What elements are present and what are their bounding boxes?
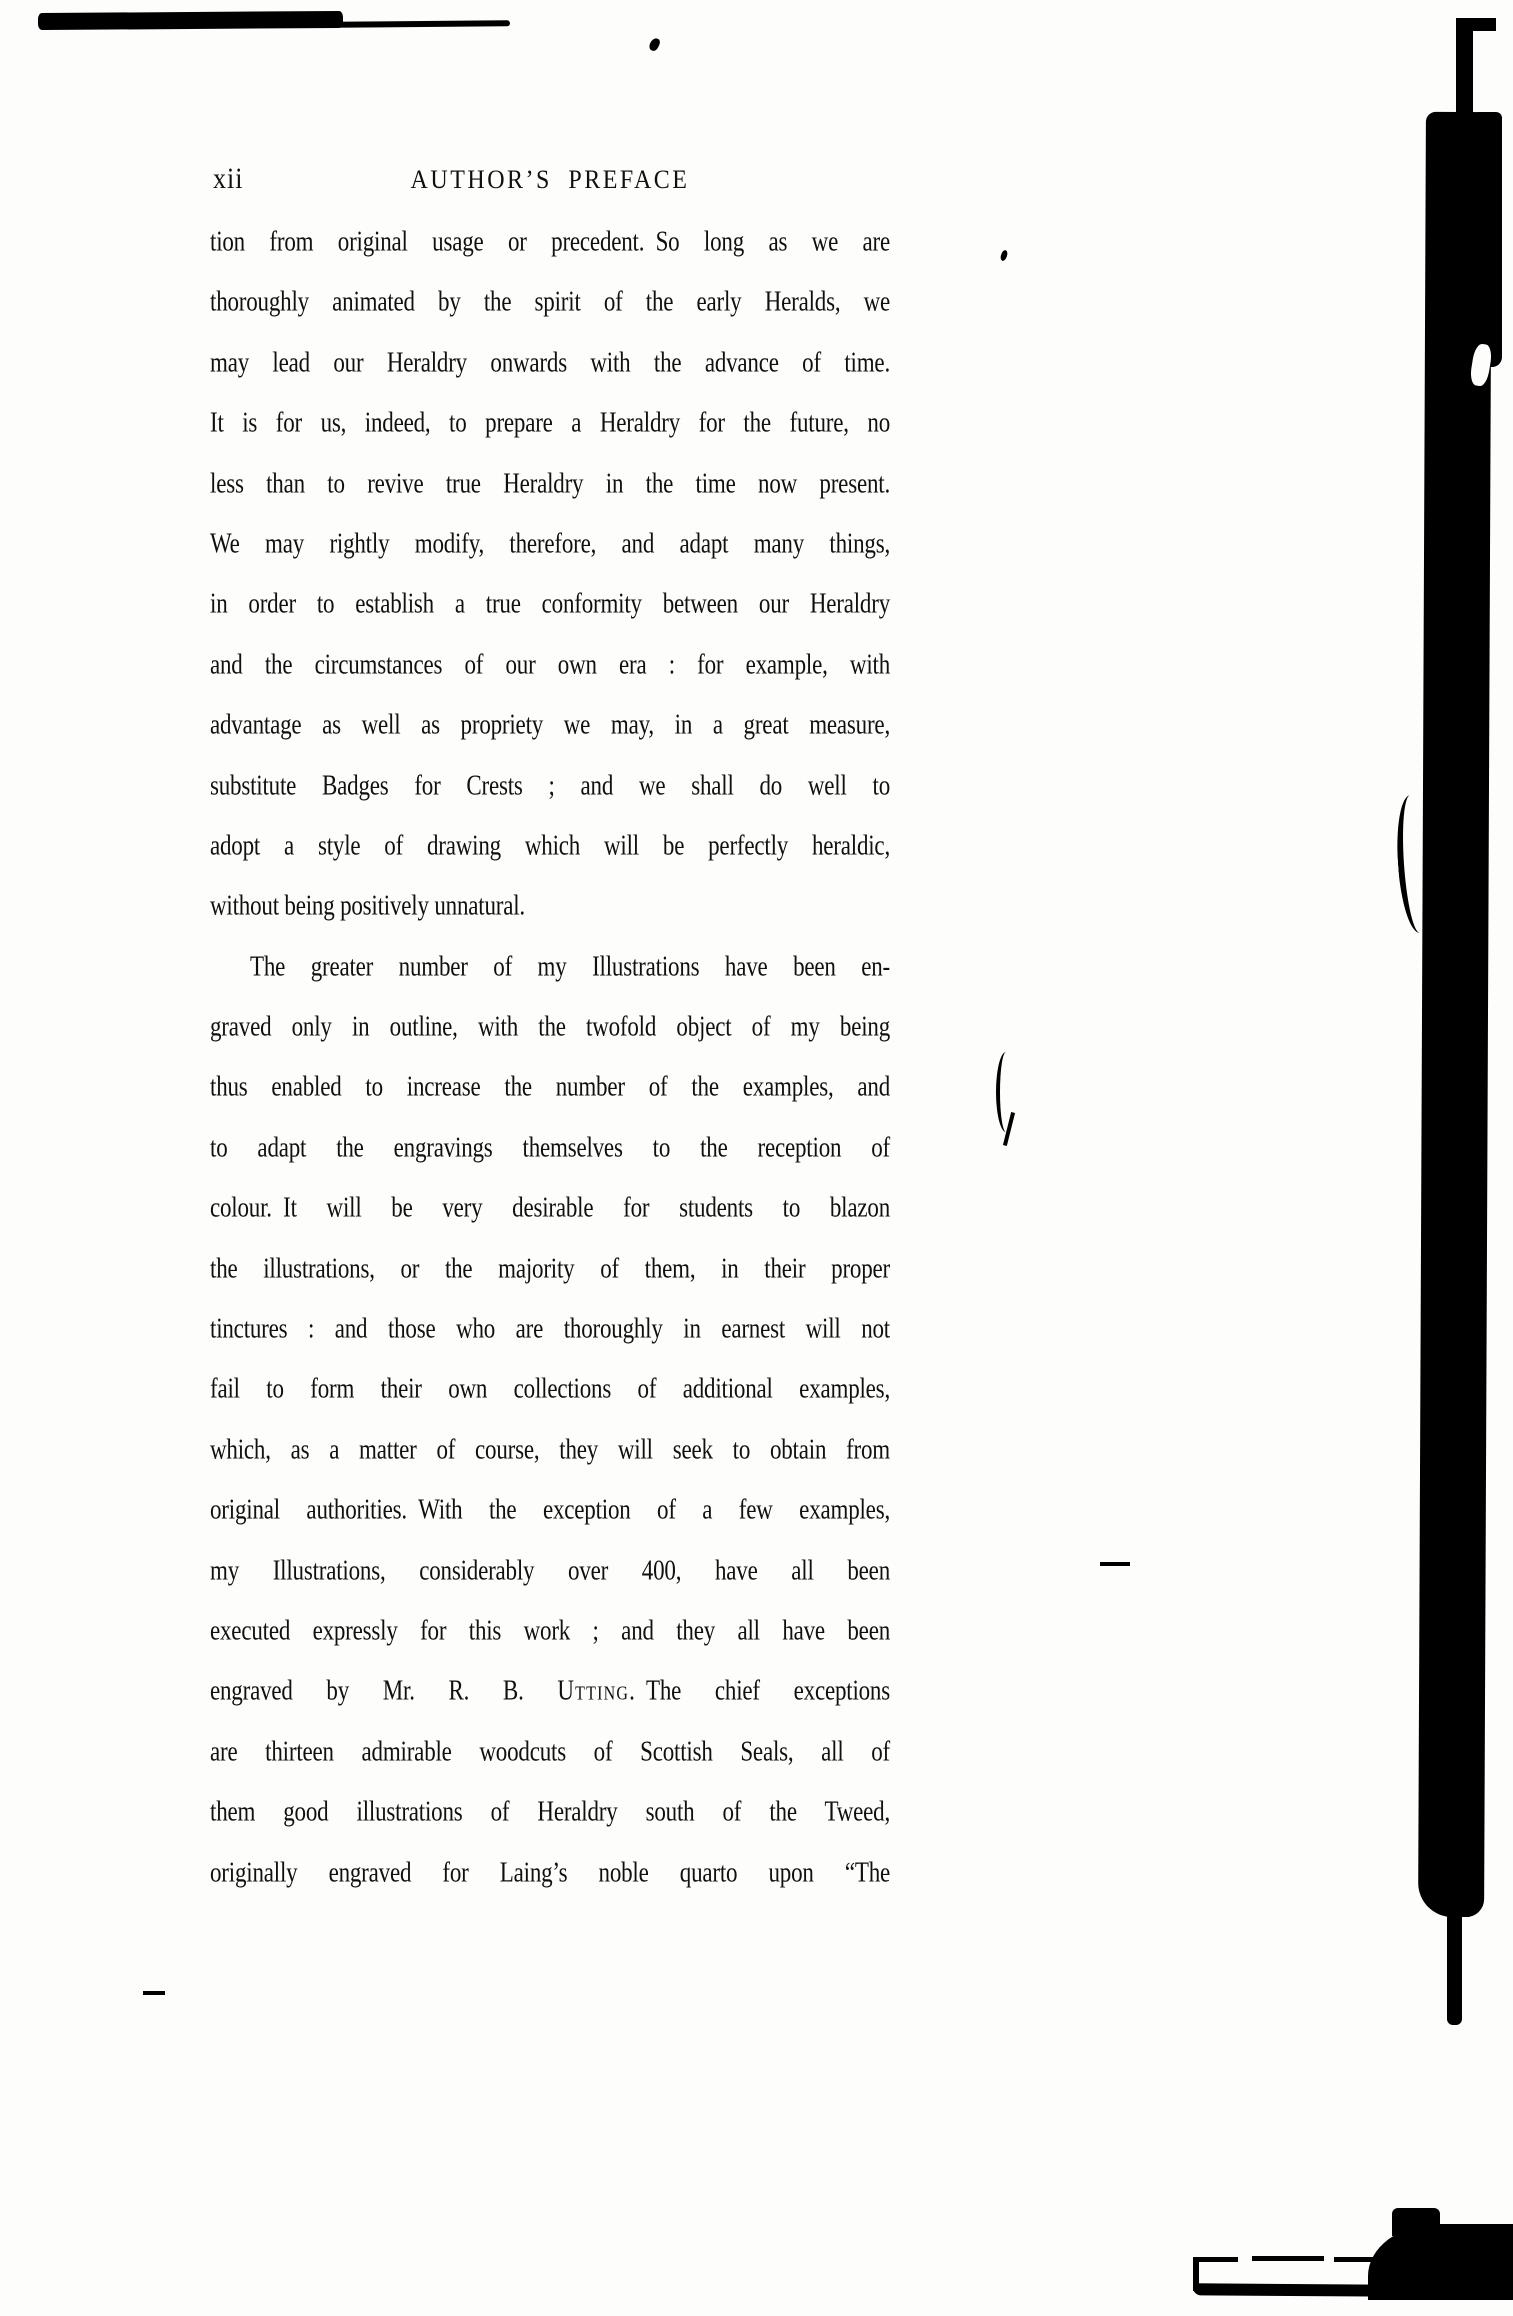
text-line: executed expressly for this work ; and they all have been (210, 1614, 890, 1646)
text-line: are thirteen admirable woodcuts of Scottish Seals, all of (210, 1735, 890, 1767)
text-line: and the circumstances of our own era : for example, with (210, 648, 890, 680)
text-line: less than to revive true Heraldry in the time now present. (210, 467, 890, 499)
text-line: my Illustrations, considerably over 400, have all been (210, 1554, 890, 1586)
text-line: It is for us, indeed, to prepare a Heraldry for the future, no (210, 407, 890, 439)
scan-speck-top (648, 37, 662, 53)
text-line: original authorities. With the exception of a few examples, (210, 1494, 890, 1526)
text-line: fail to form their own collections of additional examples, (210, 1373, 890, 1405)
scan-corner-wedge (1368, 2224, 1513, 2300)
text-line: tion from original usage or precedent. So long as we are (210, 225, 890, 257)
text-line: them good illustrations of Heraldry south of the Tweed, (210, 1795, 890, 1827)
text-line: tinctures : and those who are thoroughly in earnest will not (210, 1312, 890, 1344)
binding-shadow-bar-tail (1447, 1905, 1462, 2025)
binding-shadow-top-nub (1456, 18, 1496, 31)
text-line: We may rightly modify, therefore, and adapt many things, (210, 527, 890, 559)
text-line: without being positively unnatural. (210, 890, 525, 922)
page-number: xii (213, 162, 244, 195)
text-line: substitute Badges for Crests ; and we shall do well to (210, 769, 890, 801)
text-line: in order to establish a true conformity between our Heraldry (210, 588, 890, 620)
scan-corner-wedge-nub (1392, 2208, 1440, 2236)
scan-dash-right (1100, 1562, 1130, 1566)
scan-smudge-top-bar (38, 11, 343, 30)
text-line: adopt a style of drawing which will be perfectly heraldic, (210, 829, 890, 861)
text-line: originally engraved for Laing’s noble quarto upon “The (210, 1856, 890, 1888)
scan-speck-right-margin (999, 249, 1008, 261)
text-line: advantage as well as propriety we may, in a great measure, (210, 708, 890, 740)
scan-smudge-top-bar-tail (330, 20, 510, 28)
text-line: the illustrations, or the majority of them, in their proper (210, 1252, 890, 1284)
text-line: to adapt the engravings themselves to the reception of (210, 1131, 890, 1163)
text-line: The greater number of my Illustrations have been en- (250, 950, 890, 982)
text-line: graved only in outline, with the twofold object of my being (210, 1010, 890, 1042)
small-caps-engraver-name: Utting (557, 1675, 630, 1707)
scan-bottom-box-bottom-edge (1193, 2283, 1395, 2296)
text-block (210, 212, 890, 1903)
text-line: engraved by Mr. R. B. Utting. The chief exceptions (210, 1675, 890, 1707)
text-line: which, as a matter of course, they will seek to obtain from (210, 1433, 890, 1465)
scan-dash-bottom-left (143, 1991, 165, 1995)
scan-bottom-box-top-seg1 (1196, 2257, 1238, 2262)
text-line: thoroughly animated by the spirit of the early Heralds, we (210, 286, 890, 318)
running-header-title: AUTHOR’S PREFACE (410, 165, 690, 195)
binding-shadow-bar-upper (1478, 112, 1502, 367)
text-line: may lead our Heraldry onwards with the advance of time. (210, 346, 890, 378)
text-line: thus enabled to increase the number of the examples, and (210, 1071, 890, 1103)
text-line: colour. It will be very desirable for students to blazon (210, 1192, 890, 1224)
scan-bottom-box-top-seg2 (1252, 2256, 1324, 2261)
